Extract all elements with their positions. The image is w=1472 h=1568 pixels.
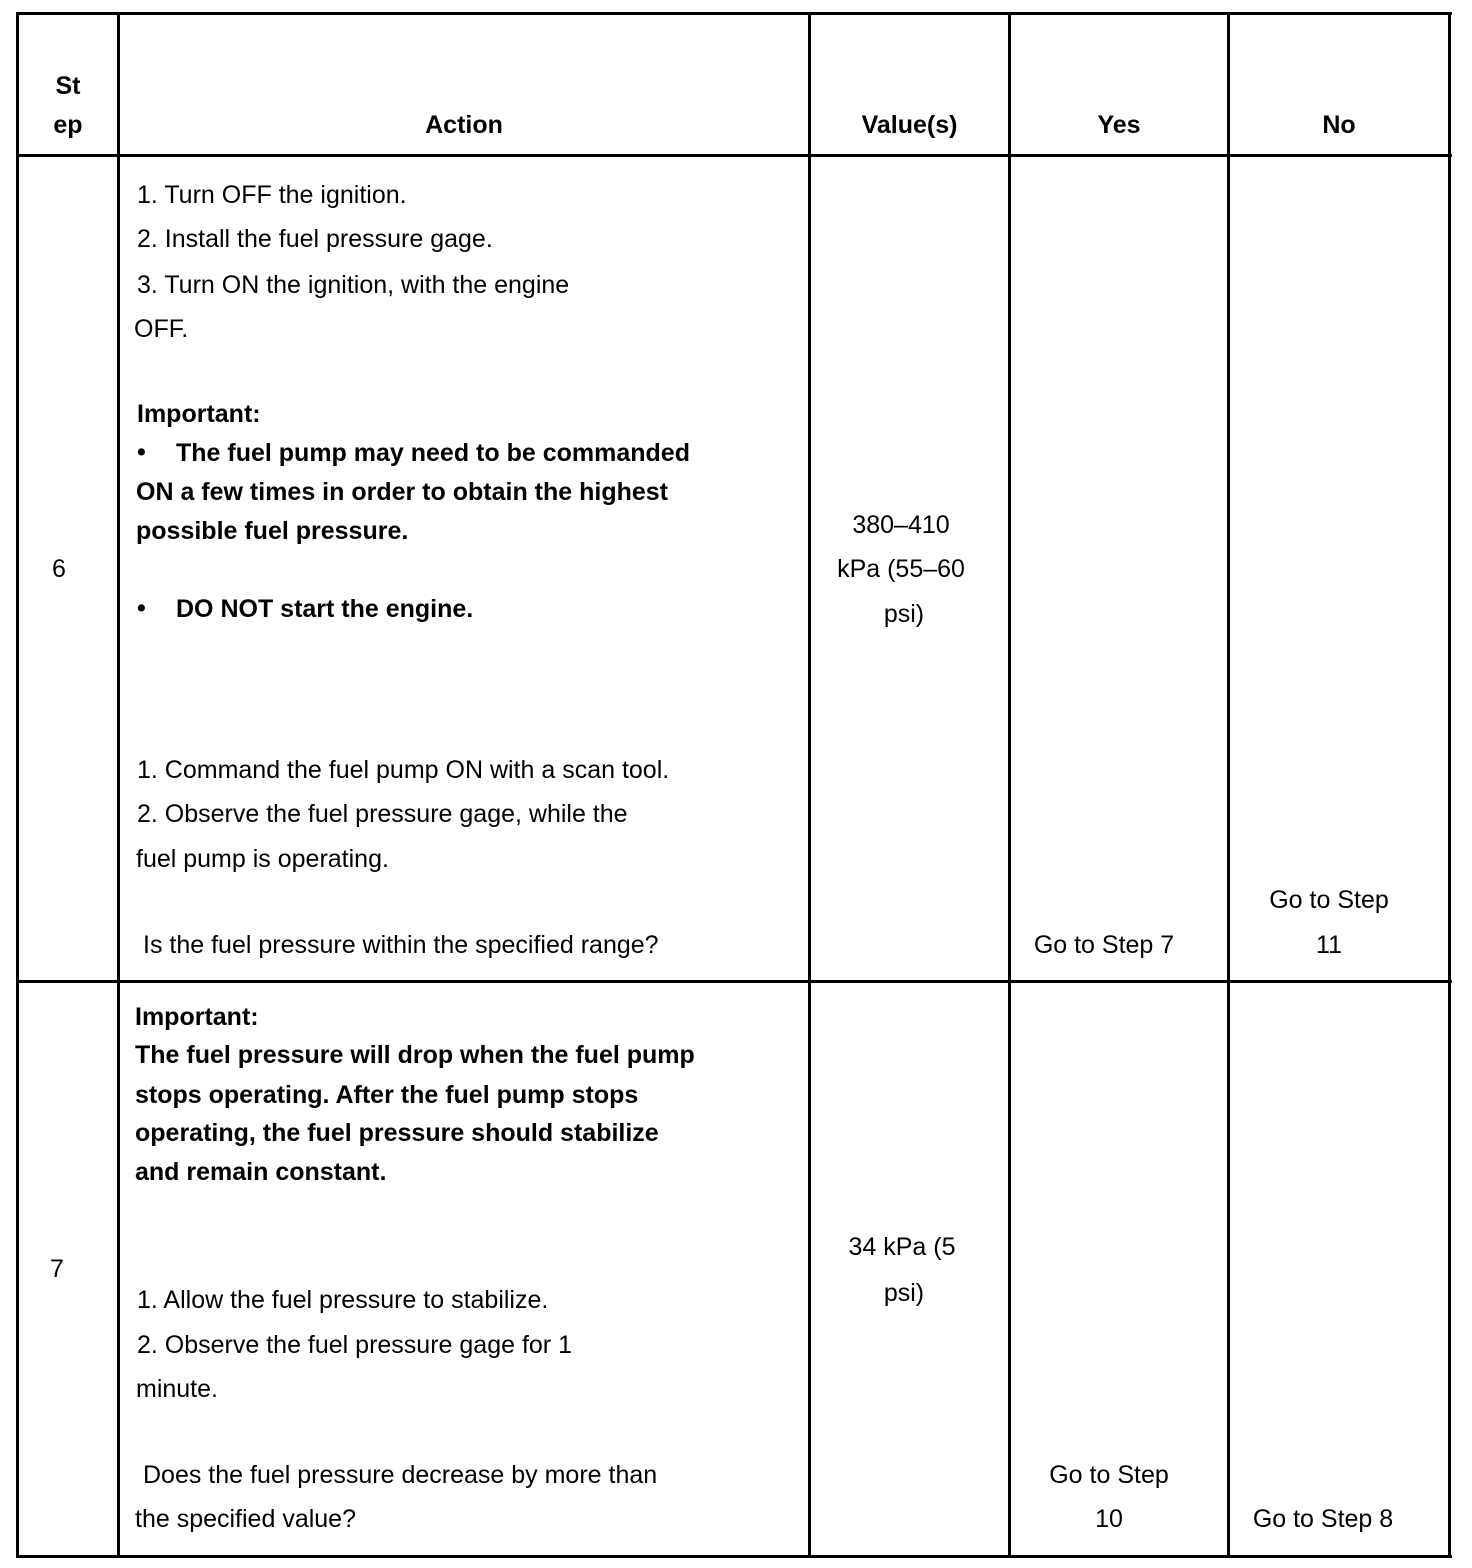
table-border-right — [1448, 12, 1451, 1558]
row6-no-line1: Go to Step — [1269, 886, 1389, 914]
row6-action-item3-cont: OFF. — [134, 315, 189, 343]
row6-value-line3: psi) — [883, 600, 925, 628]
row7-action-item1: 1. Allow the fuel pressure to stabilize. — [137, 1286, 549, 1314]
header-no: No — [1322, 111, 1356, 139]
row6-action-item2: 2. Install the fuel pressure gage. — [137, 225, 493, 253]
row7-question-line2: the specified value? — [135, 1505, 356, 1533]
col-divider-values — [1008, 12, 1011, 1558]
row6-yes: Go to Step 7 — [1033, 931, 1175, 959]
row7-important-line4: and remain constant. — [135, 1158, 387, 1186]
row6-bullet1-line1: The fuel pump may need to be commanded — [176, 439, 690, 467]
table-border-left — [16, 12, 19, 1558]
row6-action-item1: 1. Turn OFF the ignition. — [137, 181, 407, 209]
row7-question-line1: Does the fuel pressure decrease by more than — [143, 1461, 658, 1489]
col-divider-yes — [1227, 12, 1230, 1558]
row6-value-line1: 380–410 — [852, 511, 950, 539]
header-values: Value(s) — [861, 111, 958, 139]
row6-action-item5-cont: fuel pump is operating. — [136, 845, 389, 873]
row6-important-label: Important: — [137, 400, 261, 428]
row7-important-line1: The fuel pressure will drop when the fuel pump — [135, 1041, 695, 1069]
row7-important-line3: operating, the fuel pressure should stabilize — [135, 1119, 659, 1147]
header-action: Action — [425, 111, 503, 139]
row7-no: Go to Step 8 — [1252, 1505, 1394, 1533]
table-border-top — [16, 12, 1452, 15]
header-separator — [16, 154, 1452, 157]
header-step-line1: St — [55, 72, 81, 100]
row6-value-line2: kPa (55–60 — [837, 555, 965, 583]
col-divider-step — [117, 12, 120, 1558]
row7-value-line2: psi) — [883, 1279, 925, 1307]
row6-bullet1-marker: • — [137, 438, 146, 466]
row7-value-line1: 34 kPa (5 — [848, 1233, 956, 1261]
row6-action-item3: 3. Turn ON the ignition, with the engine — [137, 271, 570, 299]
header-step-line2: ep — [53, 111, 83, 139]
row7-action-item2: 2. Observe the fuel pressure gage for 1 — [137, 1331, 572, 1359]
row7-action-item2-cont: minute. — [136, 1375, 218, 1403]
row6-step-number: 6 — [52, 555, 66, 583]
row6-bullet1-line3: possible fuel pressure. — [136, 517, 409, 545]
row-separator — [16, 980, 1452, 983]
row6-bullet1-line2: ON a few times in order to obtain the highest — [136, 478, 668, 506]
row6-bullet2-marker: • — [137, 594, 146, 622]
row7-step-number: 7 — [50, 1255, 64, 1283]
row6-bullet2: DO NOT start the engine. — [176, 595, 474, 623]
row6-question: Is the fuel pressure within the specified range? — [143, 931, 659, 959]
row7-yes-line1: Go to Step — [1049, 1461, 1169, 1489]
row7-important-line2: stops operating. After the fuel pump stops — [135, 1081, 639, 1109]
row6-action-item5: 2. Observe the fuel pressure gage, while the — [137, 800, 628, 828]
row6-action-item4: 1. Command the fuel pump ON with a scan tool. — [137, 756, 670, 784]
row7-important-label: Important: — [135, 1003, 259, 1031]
table-border-bottom — [16, 1555, 1452, 1558]
row7-yes-line2: 10 — [1095, 1505, 1123, 1533]
row6-no-line2: 11 — [1316, 931, 1342, 959]
col-divider-action — [808, 12, 811, 1558]
header-yes: Yes — [1097, 111, 1141, 139]
